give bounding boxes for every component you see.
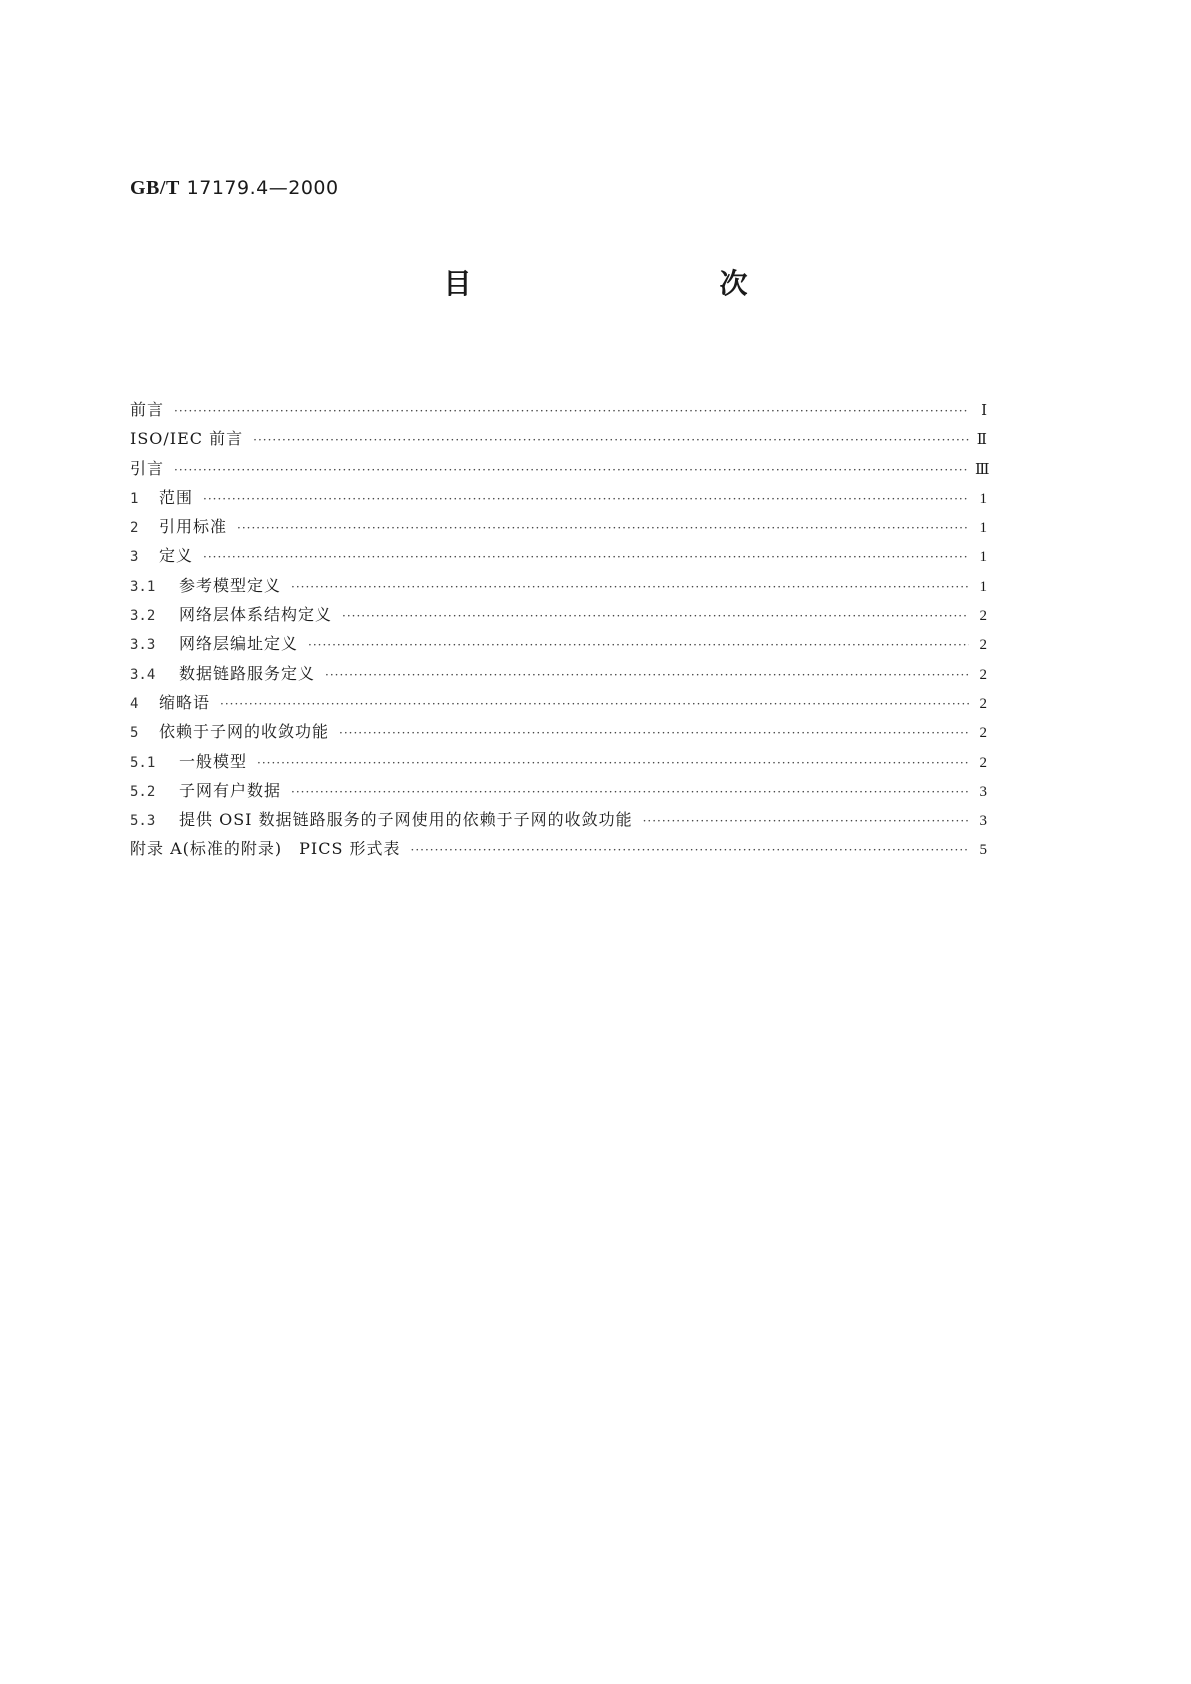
toc-entry-number: 1 [130,490,139,507]
toc-entry[interactable] [130,747,987,776]
document-code [130,175,339,200]
toc-entry[interactable] [130,600,987,629]
dot-leader [308,631,969,660]
dot-leader [174,456,969,485]
toc-entry-label: 引用标准 [159,517,228,537]
dot-leader [203,485,969,514]
toc-entry-page: Ⅱ [976,432,987,449]
toc-entry-number: 5 [130,725,139,742]
toc-entry-page: 5 [979,842,987,859]
toc-entry-page: 3 [979,813,987,830]
toc-entry[interactable] [130,717,987,746]
toc-entry-label: 引言 [130,458,165,478]
toc-entry-number: 3.2 [130,608,156,625]
toc-entry[interactable] [130,512,987,541]
toc-entry[interactable] [130,659,987,688]
toc-entry-label: 范围 [159,487,194,507]
toc-entry[interactable] [130,424,987,453]
toc-entry[interactable] [130,541,987,570]
toc-entry[interactable] [130,483,987,512]
dot-leader [339,719,969,748]
toc-entry-label: 缩略语 [159,692,211,712]
toc-entry-page: 1 [979,490,987,507]
toc-entry-label: 提供 OSI 数据链路服务的子网使用的依赖于子网的收敛功能 [179,810,633,830]
toc-entry-label: 网络层体系结构定义 [179,605,333,625]
toc-entry-label: 子网有户数据 [179,780,282,800]
toc-entry-number: 4 [130,695,139,712]
toc-entry-label: 附录 A(标准的附录) PICS 形式表 [130,839,401,859]
toc-entry-label: 参考模型定义 [179,575,282,595]
toc-entry-page: 2 [979,637,987,654]
dot-leader [411,836,969,865]
toc-entry-page: 2 [979,608,987,625]
toc-entry-page: 2 [979,666,987,683]
toc-entry-page: 1 [979,520,987,537]
table-of-contents [130,395,990,864]
toc-entry-page: 2 [979,725,987,742]
toc-entry-page: Ⅰ [981,403,987,419]
document-code-prefix: GB/T [130,177,180,199]
dot-leader [174,397,969,426]
toc-entry-page: 3 [979,783,987,800]
toc-entry-label: 定义 [159,546,194,566]
toc-entry[interactable] [130,834,987,863]
dot-leader [257,749,969,778]
toc-entry-page: Ⅲ [975,461,990,478]
toc-entry-number: 3.4 [130,666,156,683]
toc-entry-number: 2 [130,520,139,537]
toc-entry[interactable] [130,688,987,717]
toc-entry-number: 3.1 [130,578,156,595]
toc-entry-page: 1 [979,549,987,566]
toc-entry-label: 前言 [130,400,165,419]
dot-leader [291,778,969,807]
toc-title: 目 次 [443,267,858,300]
dot-leader [253,426,969,455]
toc-entry-label: 网络层编址定义 [179,634,299,654]
toc-entry-number: 5.2 [130,783,156,800]
toc-entry[interactable] [130,571,987,600]
toc-entry[interactable] [130,805,987,834]
toc-entry[interactable] [130,629,987,658]
toc-entry[interactable] [130,395,987,424]
dot-leader [291,573,969,602]
dot-leader [325,661,969,690]
toc-entry-page: 2 [979,695,987,712]
toc-entry[interactable] [130,776,987,805]
toc-entry-page: 2 [979,754,987,771]
document-code-number: 17179.4—2000 [186,177,339,199]
toc-entry-page: 1 [979,578,987,595]
dot-leader [643,807,969,836]
dot-leader [203,543,969,572]
toc-entry-number: 5.3 [130,813,156,830]
toc-entry-label: 依赖于子网的收敛功能 [159,722,330,742]
dot-leader [237,514,969,543]
toc-entry-label: 数据链路服务定义 [179,663,316,683]
dot-leader [220,690,969,719]
toc-entry-label: 一般模型 [179,751,248,771]
toc-entry-number: 3.3 [130,637,156,654]
toc-entry-label: ISO/IEC 前言 [130,429,244,449]
toc-entry-number: 3 [130,549,139,566]
toc-entry[interactable] [130,454,990,483]
dot-leader [342,602,969,631]
toc-entry-number: 5.1 [130,754,156,771]
